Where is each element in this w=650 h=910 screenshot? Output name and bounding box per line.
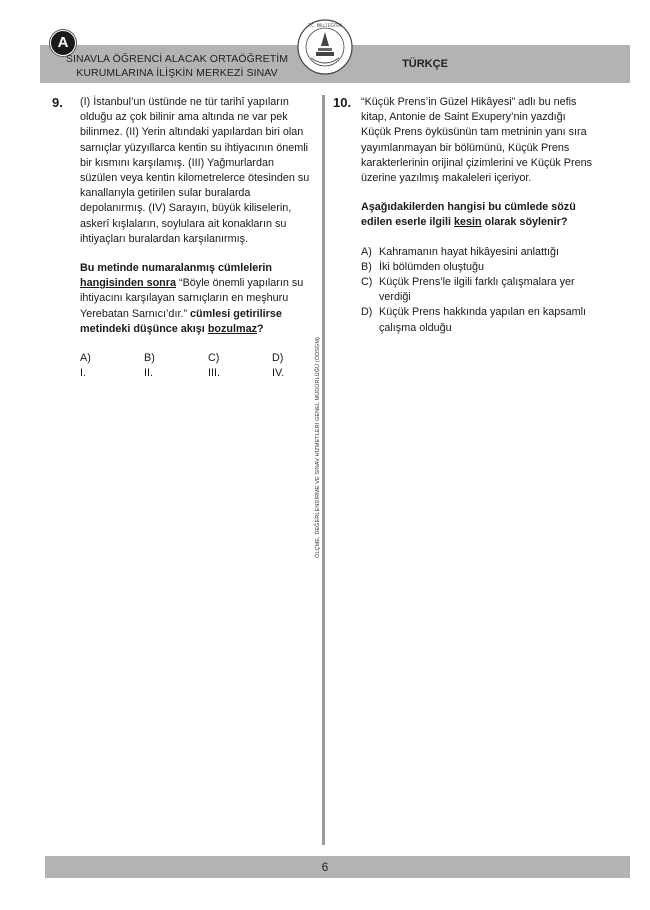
option-label: A) [80, 352, 91, 365]
option-text: Kahramanın hayat hikâyesini anlattığı [379, 245, 560, 258]
question-passage: “Küçük Prens’in Güzel Hikâyesi” adlı bu nefis kitap, Antonie de Saint Exupery’nin yazdığı Küçük Prens öyküsünün tam metninin yanı sıra yayımlanmayan bir bölümünü, Küçük Prens karakterlerinin orijinal çizimlerini ve Küçük Prens üzerine yazılmış makaleleri içeriyor. [361, 96, 593, 185]
prompt-quote: “Böyle önemli yapıların su ihtiyacını karşılayan sarnıçların en meşhuru Yerebatan Sarnıcı’dır.” [80, 277, 304, 320]
question-prompt [80, 261, 314, 337]
question-10 [333, 95, 593, 336]
option-text: IV. [272, 367, 285, 380]
option-d[interactable] [272, 351, 336, 381]
option-label: C) [361, 276, 373, 289]
option-c[interactable] [208, 351, 272, 381]
prompt-emphasis: bozulmaz [207, 322, 257, 335]
option-label: B) [361, 260, 372, 273]
option-text: Küçük Prens hakkında yapılan en kapsamlı çalışma olduğu [379, 306, 587, 334]
prompt-part: olarak söylenir? [481, 216, 568, 229]
subject-title: TÜRKÇE [402, 58, 448, 70]
prompt-emphasis: kesin [454, 216, 482, 229]
exam-title [52, 52, 302, 80]
prompt-part: Bu metinde numaralanmış cümlelerin [80, 262, 272, 275]
option-label: C) [208, 352, 220, 365]
option-b[interactable] [361, 260, 593, 275]
page-number: 6 [321, 860, 329, 874]
booklet-type-badge: A [50, 30, 76, 56]
question-number: 9. [52, 95, 63, 110]
option-text: III. [208, 367, 220, 380]
option-a[interactable] [80, 351, 144, 381]
option-label: A) [361, 245, 372, 258]
sidebar-publisher-text: ÖLÇME, DEĞERLENDİRME VE SINAV HİZMETLERİ GENEL MÜDÜRLÜĞÜ (ÖDSGM) [315, 337, 321, 558]
footer-bar [45, 856, 630, 878]
exam-title-line1: SINAVLA ÖĞRENCİ ALACAK ORTAÖĞRETİM [65, 53, 289, 65]
option-text: Küçük Prens’le ilgili farklı çalışmalara yer verdiği [379, 276, 575, 304]
svg-text:T.C. MİLLÎ EĞİTİM: T.C. MİLLÎ EĞİTİM [308, 23, 342, 28]
prompt-end: ? [257, 322, 264, 335]
option-label: D) [361, 306, 373, 319]
question-9 [52, 95, 314, 381]
option-a[interactable] [361, 245, 593, 260]
question-prompt [361, 200, 593, 230]
exam-title-line2: KURUMLARINA İLİŞKİN MERKEZİ SINAV [76, 67, 278, 79]
column-divider [322, 95, 325, 845]
answer-options [80, 351, 314, 381]
question-number: 10. [333, 95, 352, 110]
option-text: I. [80, 367, 86, 380]
question-passage: (I) İstanbul’un üstünde ne tür tarihî yapıların olduğu az çok bilinir ama altında ne var pek bilinmez. (II) Yerin altındaki yapılardan biri olan sarnıçlar yüzyıllarca kentin su ihtiyacının önemli bir kısmını karşılamış. (III) Yağmurlardan süzülen veya kentin kilometrelerce ötesinden su kanallarıyla getirilen sular buralarda depolanırmış. (IV) Sarayın, büyük kiliselerin, askerî kışlaların, soylulara ait konakların su ihtiyaçları buralardan karşılanırmış. [80, 96, 310, 245]
answer-options [361, 245, 593, 336]
option-label: B) [144, 352, 155, 365]
option-text: II. [144, 367, 153, 380]
option-text: İki bölümden oluştuğu [379, 260, 485, 273]
option-d[interactable] [361, 305, 593, 335]
option-label: D) [272, 352, 284, 365]
ministry-seal-logo [296, 18, 354, 76]
option-c[interactable] [361, 275, 593, 305]
prompt-emphasis: hangisinden sonra [80, 277, 176, 290]
option-b[interactable] [144, 351, 208, 381]
prompt-part: Aşağıdakilerden hangisi bu cümlede sözü edilen eserle ilgili [361, 201, 576, 229]
prompt-part: cümlesi getirilirse metindeki düşünce akışı [80, 307, 282, 335]
